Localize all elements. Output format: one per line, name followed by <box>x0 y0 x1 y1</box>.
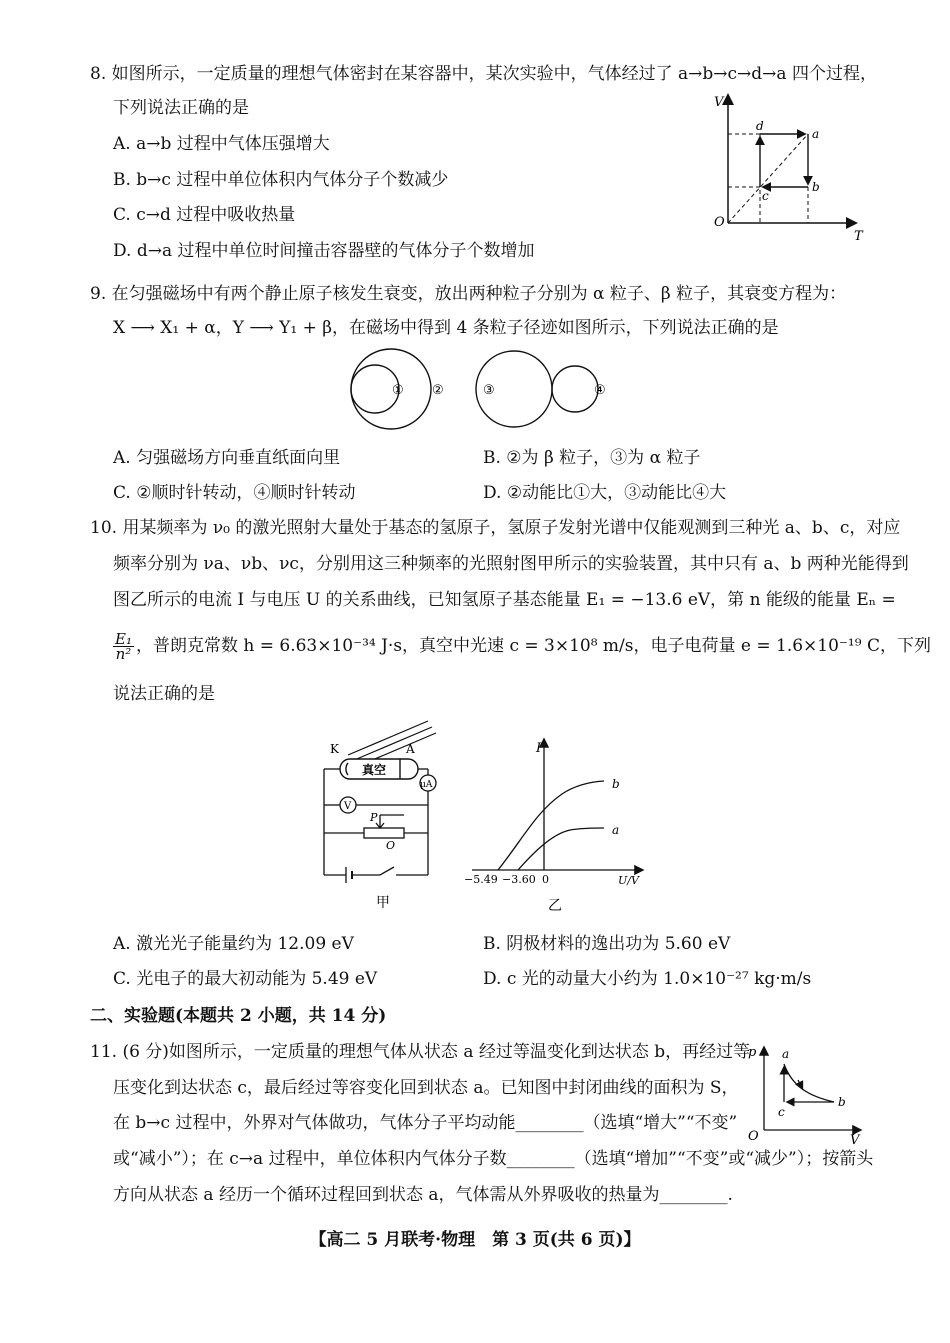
q9-label-4: ④ <box>594 383 606 398</box>
q10-iu-graph <box>462 730 652 915</box>
iu-curve-b: b <box>612 777 620 791</box>
q11-pv-graph <box>742 1040 867 1148</box>
q8-axis-t: T <box>854 229 863 244</box>
q9-label-2: ② <box>432 383 444 398</box>
q11-line1: 11. (6 分)如图所示，一定质量的理想气体从状态 a 经过等温变化到达状态 b，再经过等 <box>90 1042 751 1062</box>
q8-label-b: b <box>812 180 820 194</box>
q11-axis-p: p <box>748 1045 757 1060</box>
q9-label-1: ① <box>392 383 404 398</box>
q11-label-b: b <box>838 1095 846 1109</box>
q10-stem-line4-text: ，普朗克常数 h = 6.63×10⁻³⁴ J·s，真空中光速 c = 3×10⁸ m/s，电子电荷量 e = 1.6×10⁻¹⁹ C，下列 <box>135 636 931 656</box>
iu-caption: 乙 <box>548 898 562 914</box>
q9-stem-line1: 9. 在匀强磁场中有两个静止原子核发生衰变，放出两种粒子分别为 α 粒子、β 粒子，其衰变方程为： <box>90 284 847 304</box>
q9-stem-line2: X ⟶ X₁ + α，Y ⟶ Y₁ + β，在磁场中得到 4 条粒子径迹如图所示，下列说法正确的是 <box>113 318 779 338</box>
q10-stem-line1: 10. 用某频率为 ν₀ 的激光照射大量处于基态的氢原子，氢原子发射光谱中仅能观测到三种光 a、b、c，对应 <box>90 518 901 538</box>
q11-label-a: a <box>782 1047 790 1061</box>
q9-option-b: B. ②为 β 粒子，③为 α 粒子 <box>483 448 701 468</box>
q8-vt-graph <box>700 88 870 248</box>
voltmeter-label: V <box>344 801 352 812</box>
frac-denominator: n² <box>115 645 132 663</box>
q8-axis-v: V <box>714 95 724 110</box>
ammeter-label: μA <box>420 780 433 790</box>
q11-axis-v: V <box>850 1133 860 1148</box>
q10-option-b: B. 阴极材料的逸出功为 5.60 eV <box>483 934 731 954</box>
q10-circuit-figure <box>310 715 450 915</box>
q8-option-d: D. d→a 过程中单位时间撞击容器壁的气体分子个数增加 <box>113 241 535 261</box>
q9-tracks-figure <box>340 345 630 435</box>
q8-option-b: B. b→c 过程中单位体积内气体分子个数减少 <box>113 170 449 190</box>
q10-stem-line2: 频率分别为 νa、νb、νc，分别用这三种频率的光照射图甲所示的实验装置，其中只有 a、b 两种光能得到 <box>113 554 909 574</box>
q8-label-d: d <box>756 119 764 133</box>
q11-line4: 或“减小”）；在 c→a 过程中，单位体积内气体分子数________（选填“增加”“不变”或“减少”）；按箭头 <box>113 1149 874 1169</box>
q11-label-c: c <box>778 1105 785 1119</box>
q10-stem-line3: 图乙所示的电流 I 与电压 U 的关系曲线，已知氢原子基态能量 E₁ = −13.6 eV，第 n 能级的能量 Eₙ = <box>113 590 896 610</box>
iu-tick-0: 0 <box>542 873 549 886</box>
circuit-caption: 甲 <box>376 895 390 911</box>
q8-stem-line1: 8. 如图所示，一定质量的理想气体密封在某容器中，某次实验中，气体经过了 a→b→c→d→a 四个过程， <box>90 64 877 84</box>
q8-label-a: a <box>812 127 820 141</box>
q8-origin: O <box>714 215 725 230</box>
iu-axis-i: I <box>536 741 542 756</box>
q11-line3: 在 b→c 过程中，外界对气体做功，气体分子平均动能________（选填“增大”“不变” <box>113 1113 738 1133</box>
q9-label-3: ③ <box>483 383 495 398</box>
iu-tick-549: −5.49 <box>464 873 498 886</box>
slider-label-p: P <box>370 811 378 824</box>
section-heading: 二、实验题(本题共 2 小题，共 14 分) <box>90 1006 387 1026</box>
iu-axis-u: U/V <box>618 874 639 887</box>
q10-option-c: C. 光电子的最大初动能为 5.49 eV <box>113 969 378 989</box>
circuit-label-a: A <box>406 742 415 756</box>
q10-option-a: A. 激光光子能量约为 12.09 eV <box>113 934 354 954</box>
iu-curve-a: a <box>612 823 620 837</box>
iu-tick-360: −3.60 <box>502 873 536 886</box>
q11-line5: 方向从状态 a 经历一个循环过程回到状态 a，气体需从外界吸收的热量为________. <box>113 1185 733 1205</box>
energy-fraction <box>113 632 134 661</box>
q8-option-c: C. c→d 过程中吸收热量 <box>113 205 296 225</box>
q10-stem-line4 <box>113 632 931 661</box>
q9-option-c: C. ②顺时针转动，④顺时针转动 <box>113 483 356 503</box>
q9-option-a: A. 匀强磁场方向垂直纸面向里 <box>113 448 341 468</box>
q11-origin: O <box>748 1129 759 1144</box>
q9-option-d: D. ②动能比①大，③动能比④大 <box>483 483 727 503</box>
q8-stem-line2: 下列说法正确的是 <box>113 98 249 118</box>
q8-label-c: c <box>762 189 769 203</box>
q11-line2: 压变化到达状态 c，最后经过等容变化回到状态 a。已知图中封闭曲线的面积为 S， <box>113 1078 739 1098</box>
q10-stem-line5: 说法正确的是 <box>113 684 215 704</box>
page-footer: 【高二 5 月联考·物理 第 3 页(共 6 页)】 <box>309 1230 641 1250</box>
slider-label-o: O <box>386 839 396 852</box>
q10-option-d: D. c 光的动量大小约为 1.0×10⁻²⁷ kg·m/s <box>483 969 812 989</box>
frac-numerator: E₁ <box>115 630 132 648</box>
circuit-label-k: K <box>330 742 339 756</box>
tube-label: 真空 <box>362 763 387 777</box>
q8-option-a: A. a→b 过程中气体压强增大 <box>113 134 330 154</box>
